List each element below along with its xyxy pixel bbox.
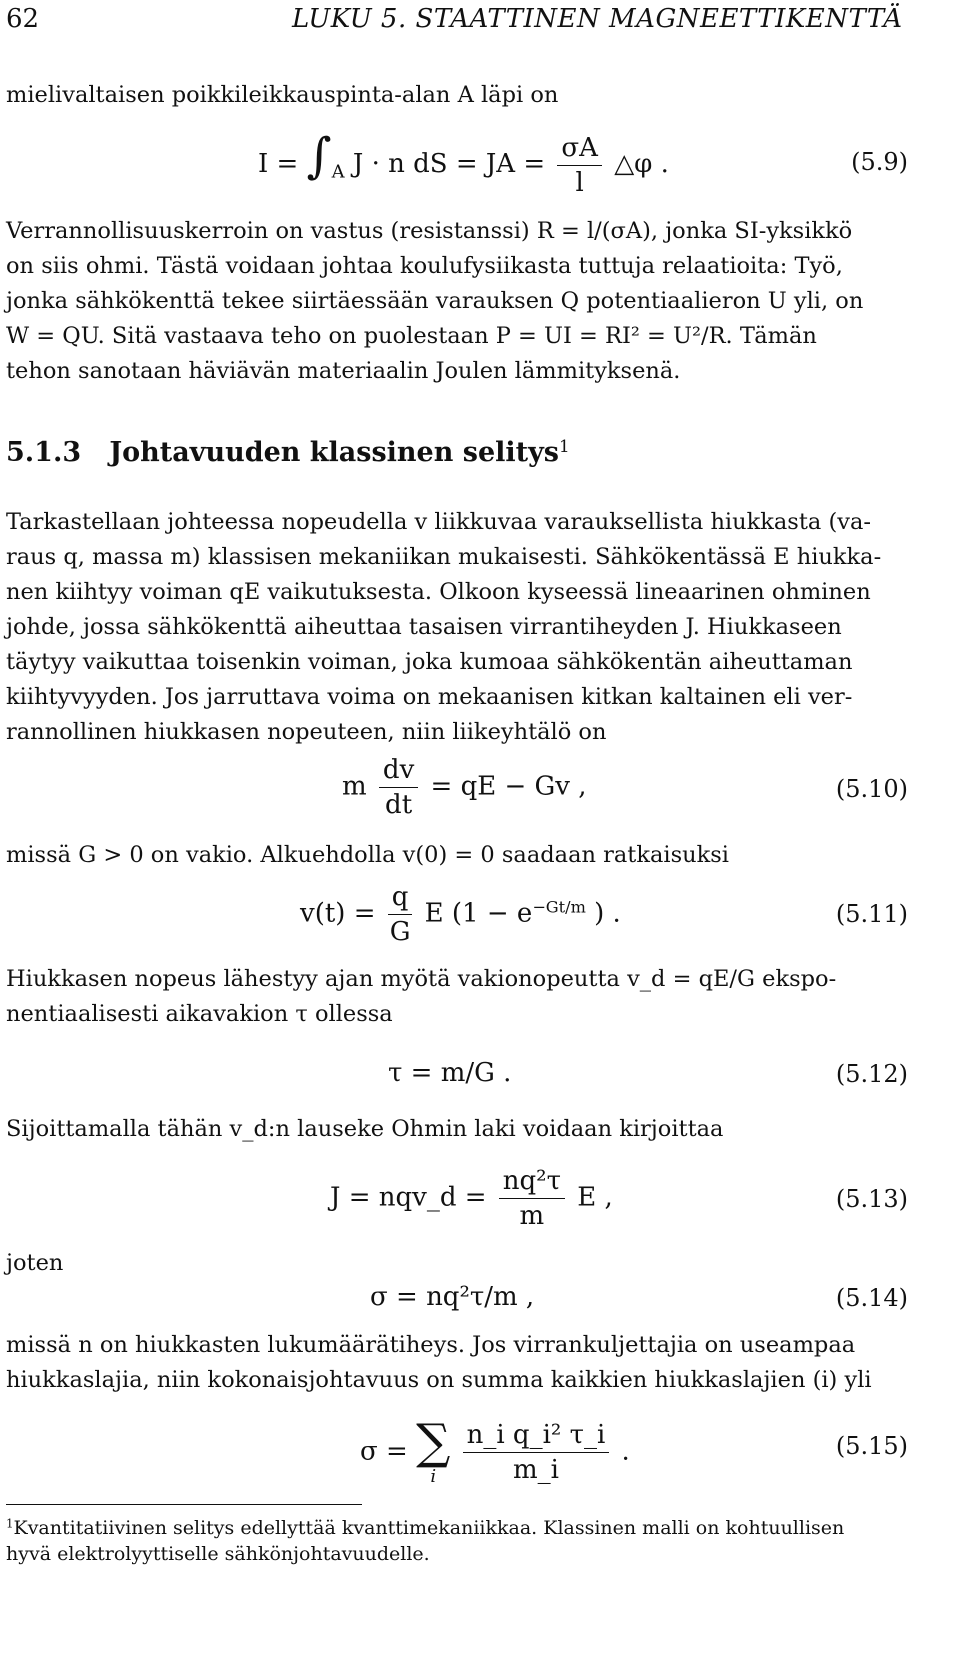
- fraction-numerator: σA: [557, 133, 602, 166]
- eq-tail: ) .: [594, 898, 621, 929]
- integral-subscript: A: [331, 161, 345, 183]
- equation-number: (5.13): [835, 1185, 908, 1213]
- fraction: [379, 755, 418, 820]
- fraction-numerator: dv: [379, 755, 418, 788]
- paragraph-line: rannollinen hiukkasen nopeuteen, niin liikeyhtälö on: [6, 719, 607, 745]
- equation-5-12: τ = m/G .: [388, 1058, 512, 1088]
- eq-lhs: m: [342, 771, 367, 802]
- equation-5-14: σ = nq²τ/m ,: [370, 1282, 535, 1312]
- eq-tail: .: [621, 1436, 630, 1467]
- eq-lhs: σ =: [360, 1436, 408, 1467]
- equation-number: (5.12): [835, 1060, 908, 1088]
- paragraph-line: tehon sanotaan häviävän materiaalin Joulen lämmityksenä.: [6, 358, 681, 384]
- integral-sign: ∫: [306, 128, 332, 184]
- paragraph-line: nen kiihtyy voiman qE vaikutuksesta. Olkoon kyseessä lineaarinen ohminen: [6, 579, 871, 605]
- eq-lhs: v(t) =: [300, 898, 376, 929]
- eq-rhs: = qE − Gv ,: [430, 771, 587, 802]
- sum-operator: [416, 1414, 451, 1487]
- section-heading: [6, 437, 570, 468]
- paragraph-line: Verrannollisuuskerroin on vastus (resistanssi) R = l/(σA), jonka SI-yksikkö: [6, 218, 853, 244]
- equation-5-13: [330, 1166, 613, 1231]
- paragraph-line: on siis ohmi. Tästä voidaan johtaa koulufysiikasta tuttuja relaatioita: Työ,: [6, 253, 843, 279]
- eq-lhs: I =: [258, 149, 299, 179]
- fraction-denominator: dt: [385, 790, 413, 820]
- paragraph-line: missä n on hiukkasten lukumäärätiheys. Jos virrankuljettajia on useampaa: [6, 1332, 856, 1358]
- section-number: 5.1.3: [6, 437, 82, 468]
- eq-middle: J · n dS = JA =: [352, 149, 546, 179]
- fraction-denominator: m: [519, 1201, 545, 1231]
- equation-5-11: [300, 882, 621, 947]
- eq-rhs: E ,: [577, 1182, 613, 1213]
- equation-number: (5.11): [835, 900, 908, 928]
- paragraph-line: kiihtyvyyden. Jos jarruttava voima on mekaanisen kitkan kaltainen eli ver-: [6, 684, 853, 710]
- fraction-denominator: m_i: [512, 1455, 559, 1485]
- sigma-icon: ∑: [416, 1414, 451, 1470]
- equation-5-10: [342, 755, 587, 820]
- fraction-numerator: nq²τ: [499, 1166, 565, 1199]
- eq-rhs: E (1 − e: [424, 898, 533, 929]
- paragraph-line: hiukkaslajia, niin kokonaisjohtavuus on summa kaikkien hiukkaslajien (i) yli: [6, 1367, 872, 1393]
- page-number: 62: [6, 4, 40, 34]
- footnote-mark: 1: [559, 435, 570, 456]
- eq-tail: △φ .: [614, 149, 669, 179]
- paragraph-line: Tarkastellaan johteessa nopeudella v liikkuvaa varauksellista hiukkasta (va-: [6, 509, 871, 535]
- equation-number: (5.15): [835, 1432, 908, 1460]
- footnote-mark: 1: [6, 1516, 14, 1531]
- eq-exponent: −Gt/m: [532, 897, 586, 917]
- section-title: Johtavuuden klassinen selitys: [109, 437, 560, 468]
- footnote-line: [6, 1514, 844, 1542]
- paragraph-line: mielivaltaisen poikkileikkauspinta-alan A läpi on: [6, 82, 559, 108]
- paragraph-line: joten: [6, 1250, 64, 1276]
- footnote-rule: [6, 1504, 362, 1505]
- fraction: [463, 1420, 610, 1485]
- paragraph-line: johde, jossa sähkökenttä aiheuttaa tasaisen virrantiheyden J. Hiukkaseen: [6, 614, 842, 640]
- paragraph-line: nentiaalisesti aikavakion τ ollessa: [6, 1001, 393, 1027]
- paragraph-line: raus q, massa m) klassisen mekaniikan mukaisesti. Sähkökentässä E hiukka-: [6, 544, 882, 570]
- equation-number: (5.9): [851, 148, 908, 176]
- chapter-title: LUKU 5. STAATTINEN MAGNEETTIKENTTÄ: [292, 4, 903, 34]
- fraction-numerator: n_i q_i² τ_i: [463, 1420, 610, 1453]
- equation-5-9: [258, 128, 669, 198]
- fraction-numerator: q: [388, 882, 413, 915]
- footnote-text: Kvantitatiivinen selitys edellyttää kvanttimekaniikkaa. Klassinen malli on kohtuullisen: [13, 1517, 845, 1539]
- footnote-line: hyvä elektrolyyttiselle sähkönjohtavuudelle.: [6, 1543, 430, 1565]
- equation-5-15: [360, 1414, 630, 1487]
- paragraph-line: täytyy vaikuttaa toisenkin voiman, joka kumoaa sähkökentän aiheuttaman: [6, 649, 853, 675]
- equation-number: (5.14): [835, 1284, 908, 1312]
- paragraph-line: missä G > 0 on vakio. Alkuehdolla v(0) = 0 saadaan ratkaisuksi: [6, 842, 729, 868]
- sum-subscript: i: [430, 1466, 437, 1487]
- fraction-denominator: l: [575, 167, 584, 198]
- eq-lhs: J = nqv_d =: [330, 1182, 487, 1213]
- equation-number: (5.10): [835, 775, 908, 803]
- fraction: [499, 1166, 565, 1231]
- paragraph-line: Hiukkasen nopeus lähestyy ajan myötä vakionopeutta v_d = qE/G ekspo-: [6, 966, 837, 992]
- paragraph-line: W = QU. Sitä vastaava teho on puolestaan P = UI = RI² = U²/R. Tämän: [6, 323, 817, 349]
- fraction: [388, 882, 413, 947]
- fraction-denominator: G: [389, 917, 411, 947]
- paragraph-line: Sijoittamalla tähän v_d:n lauseke Ohmin laki voidaan kirjoittaa: [6, 1116, 724, 1142]
- paragraph-line: jonka sähkökenttä tekee siirtäessään varauksen Q potentiaalieron U yli, on: [6, 288, 864, 314]
- fraction: [557, 133, 602, 198]
